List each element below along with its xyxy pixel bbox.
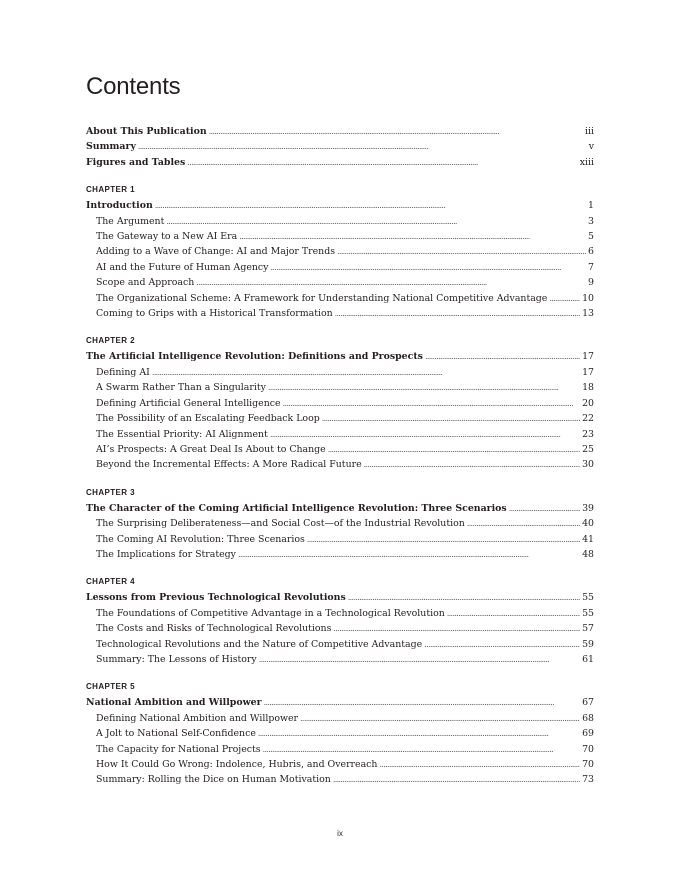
dot-leader bbox=[467, 516, 580, 531]
dot-leader bbox=[447, 606, 580, 621]
toc-entry-page: 20 bbox=[582, 397, 594, 409]
toc-entry-title: The Essential Priority: AI Alignment bbox=[96, 428, 268, 440]
toc-entry-title: Summary: The Lessons of History bbox=[96, 653, 257, 665]
footer-page-number: ix bbox=[337, 829, 343, 838]
dot-leader bbox=[196, 275, 586, 290]
section-entry[interactable] bbox=[86, 516, 594, 531]
toc-entry-page: 25 bbox=[582, 443, 594, 455]
toc-entry-page: 39 bbox=[582, 502, 594, 514]
dot-leader bbox=[322, 411, 580, 426]
toc-entry-page: 69 bbox=[582, 728, 594, 740]
toc-entry-title: Adding to a Wave of Change: AI and Major Trends bbox=[96, 246, 336, 258]
toc-entry-page: 67 bbox=[582, 697, 594, 709]
toc-entry-title: AI and the Future of Human Agency bbox=[96, 261, 269, 273]
toc-entry-page: 70 bbox=[582, 743, 594, 755]
toc-entry-title: The Implications for Strategy bbox=[96, 548, 236, 560]
toc-entry-title: The Artificial Intelligence Revolution: Definitions and Prospects bbox=[86, 351, 423, 363]
toc-entry-title: A Jolt to National Self-Confidence bbox=[96, 728, 256, 740]
toc-entry-page: iii bbox=[585, 126, 594, 137]
dot-leader bbox=[259, 652, 580, 667]
dot-leader bbox=[187, 155, 577, 170]
section-entry[interactable] bbox=[86, 365, 594, 380]
dot-leader bbox=[379, 757, 580, 772]
dot-leader bbox=[155, 198, 586, 213]
chapter-title-entry[interactable] bbox=[86, 501, 594, 516]
section-entry[interactable] bbox=[86, 291, 594, 306]
toc-entry-page: 22 bbox=[582, 413, 594, 425]
toc-entry-title: The Organizational Scheme: A Framework for Understanding National Competitive Advantage bbox=[96, 292, 548, 304]
dot-leader bbox=[509, 501, 580, 516]
toc-entry-title: Coming to Grips with a Historical Transformation bbox=[96, 308, 333, 320]
section-entry[interactable] bbox=[86, 442, 594, 457]
toc-entry-page: 17 bbox=[582, 351, 594, 363]
section-entry[interactable] bbox=[86, 757, 594, 772]
toc-entry-page: 7 bbox=[588, 261, 594, 273]
dot-leader bbox=[348, 590, 580, 605]
dot-leader bbox=[364, 457, 580, 472]
front-matter-entry[interactable] bbox=[86, 124, 594, 139]
toc-entry-title: A Swarm Rather Than a Singularity bbox=[96, 382, 266, 394]
table-of-contents bbox=[86, 124, 594, 788]
toc-entry-title: Scope and Approach bbox=[96, 277, 195, 289]
section-entry[interactable] bbox=[86, 275, 594, 290]
section-entry[interactable] bbox=[86, 457, 594, 472]
dot-leader bbox=[283, 396, 580, 411]
section-entry[interactable] bbox=[86, 652, 594, 667]
dot-leader bbox=[328, 442, 580, 457]
section-entry[interactable] bbox=[86, 306, 594, 321]
dot-leader bbox=[335, 306, 580, 321]
dot-leader bbox=[425, 349, 580, 364]
toc-entry-page: 17 bbox=[582, 366, 594, 378]
section-entry[interactable] bbox=[86, 411, 594, 426]
chapter-label: CHAPTER 4 bbox=[86, 577, 135, 587]
dot-leader bbox=[152, 365, 580, 380]
toc-entry-title: Lessons from Previous Technological Revolutions bbox=[86, 592, 346, 604]
toc-entry-title: Summary: Rolling the Dice on Human Motivation bbox=[96, 774, 331, 786]
toc-entry-page: 3 bbox=[588, 215, 594, 227]
dot-leader bbox=[307, 532, 580, 547]
dot-leader bbox=[549, 291, 580, 306]
toc-entry-page: 9 bbox=[588, 277, 594, 289]
toc-entry-page: 68 bbox=[582, 712, 594, 724]
dot-leader bbox=[333, 772, 580, 787]
toc-entry-title: The Costs and Risks of Technological Revolutions bbox=[96, 623, 332, 635]
chapter-section bbox=[86, 335, 594, 472]
toc-entry-title: How It Could Go Wrong: Indolence, Hubris, and Overreach bbox=[96, 759, 378, 770]
toc-entry-title: Figures and Tables bbox=[86, 156, 186, 168]
chapter-section bbox=[86, 576, 594, 667]
chapter-label: CHAPTER 2 bbox=[86, 336, 135, 346]
toc-entry-page: 40 bbox=[582, 518, 594, 530]
chapter-title-entry[interactable] bbox=[86, 695, 594, 710]
dot-leader bbox=[209, 124, 583, 139]
chapter-title-entry[interactable] bbox=[86, 590, 594, 605]
dot-leader bbox=[166, 214, 586, 229]
dot-leader bbox=[138, 139, 587, 154]
dot-leader bbox=[268, 380, 580, 395]
section-entry[interactable] bbox=[86, 427, 594, 442]
toc-entry-title: The Capacity for National Projects bbox=[96, 743, 261, 755]
chapter-list bbox=[86, 184, 594, 788]
toc-entry-title: National Ambition and Willpower bbox=[86, 697, 262, 709]
dot-leader bbox=[270, 427, 580, 442]
chapter-label: CHAPTER 3 bbox=[86, 487, 135, 497]
section-entry[interactable] bbox=[86, 260, 594, 275]
front-matter-entry[interactable] bbox=[86, 139, 594, 154]
toc-entry-page: v bbox=[588, 141, 594, 153]
toc-entry-title: Beyond the Incremental Effects: A More Radical Future bbox=[96, 459, 362, 471]
section-entry[interactable] bbox=[86, 214, 594, 229]
chapter-label: CHAPTER 5 bbox=[86, 682, 135, 692]
toc-entry-title: About This Publication bbox=[86, 126, 207, 137]
section-entry[interactable] bbox=[86, 711, 594, 726]
section-entry[interactable] bbox=[86, 547, 594, 562]
toc-entry-page: 18 bbox=[582, 382, 594, 394]
section-entry[interactable] bbox=[86, 742, 594, 757]
section-entry[interactable] bbox=[86, 621, 594, 636]
toc-entry-page: 30 bbox=[582, 459, 594, 471]
toc-entry-page: 13 bbox=[582, 308, 594, 320]
toc-entry-title: The Foundations of Competitive Advantage in a Technological Revolution bbox=[96, 607, 445, 619]
toc-entry-title: The Character of the Coming Artificial Intelligence Revolution: Three Scenarios bbox=[86, 502, 507, 514]
toc-entry-page: 73 bbox=[582, 774, 594, 786]
toc-entry-title: Summary bbox=[86, 141, 136, 153]
front-matter-entry[interactable] bbox=[86, 155, 594, 170]
section-entry[interactable] bbox=[86, 229, 594, 244]
chapter-label: CHAPTER 1 bbox=[86, 185, 135, 195]
toc-entry-page: 6 bbox=[588, 246, 594, 258]
section-entry[interactable] bbox=[86, 726, 594, 741]
front-matter-list bbox=[86, 124, 594, 170]
section-entry[interactable] bbox=[86, 772, 594, 787]
dot-leader bbox=[258, 726, 580, 741]
page-title: Contents bbox=[86, 73, 181, 100]
chapter-section bbox=[86, 487, 594, 563]
toc-entry-title: The Coming AI Revolution: Three Scenarios bbox=[96, 533, 305, 545]
toc-entry-page: 1 bbox=[588, 200, 594, 212]
toc-entry-title: The Gateway to a New AI Era bbox=[96, 231, 238, 243]
dot-leader bbox=[264, 695, 580, 710]
toc-entry-title: Defining Artificial General Intelligence bbox=[96, 397, 281, 409]
section-entry[interactable] bbox=[86, 606, 594, 621]
toc-entry-page: 41 bbox=[582, 533, 594, 545]
dot-leader bbox=[333, 621, 580, 636]
toc-entry-title: Defining AI bbox=[96, 366, 150, 378]
toc-entry-page: 23 bbox=[582, 428, 594, 440]
toc-entry-page: 59 bbox=[582, 638, 594, 650]
toc-entry-title: Technological Revolutions and the Nature of Competitive Advantage bbox=[96, 638, 423, 650]
dot-leader bbox=[337, 244, 586, 259]
section-entry[interactable] bbox=[86, 244, 594, 259]
toc-entry-title: Defining National Ambition and Willpower bbox=[96, 712, 299, 724]
dot-leader bbox=[424, 637, 580, 652]
section-entry[interactable] bbox=[86, 532, 594, 547]
toc-entry-page: 48 bbox=[582, 548, 594, 560]
dot-leader bbox=[300, 711, 580, 726]
section-entry[interactable] bbox=[86, 637, 594, 652]
toc-entry-page: 57 bbox=[582, 623, 594, 635]
toc-entry-title: The Surprising Deliberateness—and Social Cost—of the Industrial Revolution bbox=[96, 518, 465, 530]
toc-entry-page: 55 bbox=[582, 607, 594, 619]
section-entry[interactable] bbox=[86, 380, 594, 395]
chapter-title-entry[interactable] bbox=[86, 349, 594, 364]
toc-entry-page: xiii bbox=[579, 156, 594, 168]
dot-leader bbox=[239, 229, 586, 244]
toc-entry-title: The Possibility of an Escalating Feedback Loop bbox=[96, 413, 320, 425]
chapter-section bbox=[86, 184, 594, 321]
toc-entry-title: The Argument bbox=[96, 215, 165, 227]
toc-entry-page: 10 bbox=[582, 292, 594, 304]
toc-entry-title: AI’s Prospects: A Great Deal Is About to Change bbox=[96, 443, 326, 455]
toc-entry-page: 61 bbox=[582, 653, 594, 665]
toc-entry-page: 55 bbox=[582, 592, 594, 604]
chapter-section bbox=[86, 681, 594, 787]
toc-entry-page: 5 bbox=[588, 231, 594, 243]
dot-leader bbox=[270, 260, 586, 275]
toc-entry-title: Introduction bbox=[86, 200, 153, 212]
section-entry[interactable] bbox=[86, 396, 594, 411]
dot-leader bbox=[263, 742, 580, 757]
chapter-title-entry[interactable] bbox=[86, 198, 594, 213]
toc-entry-page: 70 bbox=[582, 759, 594, 770]
dot-leader bbox=[238, 547, 580, 562]
